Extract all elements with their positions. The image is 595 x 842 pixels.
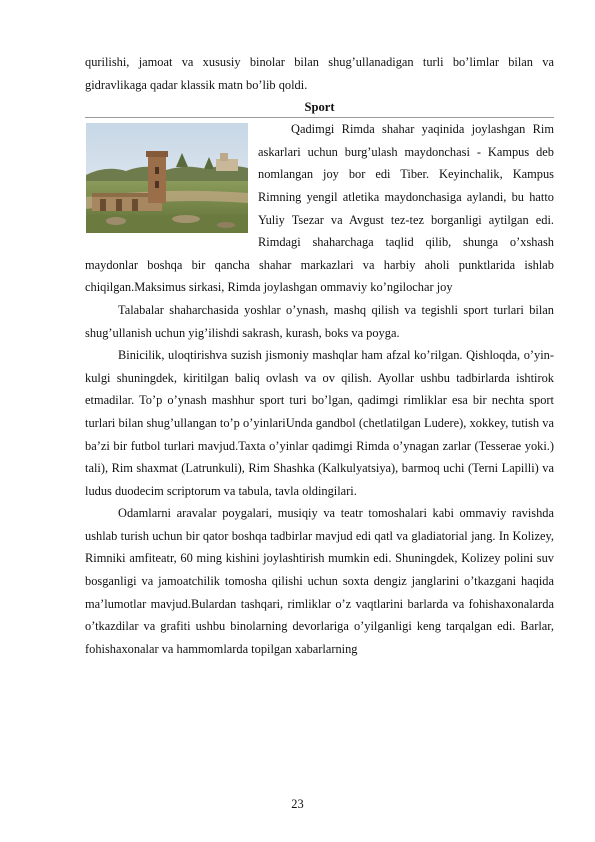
page-number: 23: [291, 797, 304, 811]
campus-paragraph: Qadimgi Rimda shahar yaqinida joylashgan Rim askarlari uchun burg’ulash maydonchasi - Kampus deb nomlangan joy bor edi Tiber. Keyinchalik, Kampus Rimning yengil atletika maydonchasiga aylandi, bu hatto Yuliy Tsezar va Avgust tez-tez borganligi aytilgan edi. Rimdagi shaharchaga taqlid qilib, shunga o’xshash maydonlar boshqa bir qancha shahar markazlari va harbiy aholi punktlarida ishlab chiqilgan.Maksimus sirkasi, Rimda joylashgan ommaviy ko’ngilochar joy: [85, 122, 554, 295]
document-page: [85, 0, 554, 660]
circus-maximus-photo: [86, 123, 248, 233]
intro-paragraph: qurilishi, jamoat va xususiy binolar bilan shug’ullanadigan turli bo’limlar bilan va gidravlikaga qadar klassik matn bo’lib qoldi.: [85, 55, 554, 92]
games-paragraph: Binicilik, uloqtirishva suzish jismoniy mashqlar ham afzal ko’rilgan. Qishloqda, o’yin-kulgi shuningdek, kiritilgan baliq ovlash va ov qilish. Ayollar ushbu tadbirlarda ishtirok etmadilar. To’p o’ynash mashhur sport turi bo’lgan, qadimgi rimliklar esa bir nechta sport turlari bilan shug’ullangan to’p o’yinlariUnda gandbol (chetlatilgan Ludere), xokkey, tutish va ba’zi bir futbol turlari mavjud.Taxta o’yinlar qadimgi Rimda o’ynagan zarlar (Tesserae yoki.) tali), Rim shaxmat (Latrunkuli), Rim Shashka (Kalkulyatsiya), barmoq uchi (Terni Lapilli) va ludus duodecim scriptorum va tabula, tavla oldingilari.: [85, 348, 554, 498]
students-paragraph: Talabalar shaharchasida yoshlar o’ynash, mashq qilish va tegishli sport turlari bilan shug’ullanish uchun yig’ilishdi sakrash, kurash, boks va poyga.: [85, 302, 554, 340]
spectacles-paragraph: Odamlarni aravalar poygalari, musiqiy va teatr tomoshalari kabi ommaviy ravishda ushlab turish uchun bir qator boshqa tadbirlar mavjud edi qatl va gladiatorial jang. In Kolizey, Rimniki amfiteatr, 60 ming kishini joylashtirish mumkin edi. Shuningdek, Kolizey polini suv bosganligi va jamoatchilik tomosha qilishi uchun soxta dengiz janglarini o’tkazgani haqida ma’lumotlar mavjud.Bulardan tashqari, rimliklar o’z vaqtlarini barlarda va fohishaxonalarda o’tkazdilar va grafiti ushbu binolarning devorlariga o’yilganligi keng tarqalgan edi. Barlar, fohishaxonalar va hammomlarda topilgan xabarlarning: [85, 506, 554, 656]
photo-illustration: [86, 123, 248, 233]
section-heading-sport: Sport: [85, 99, 554, 118]
